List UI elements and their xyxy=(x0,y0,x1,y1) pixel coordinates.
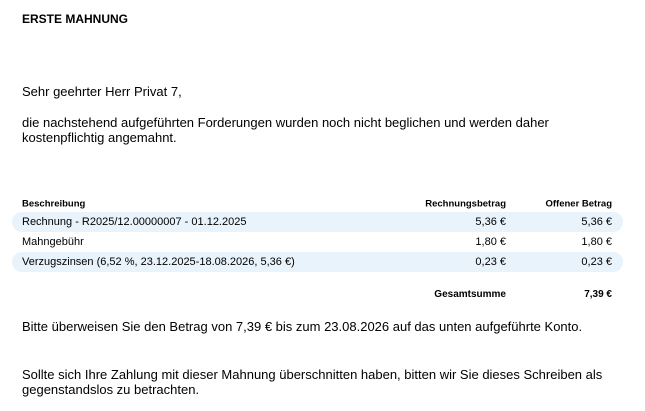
intro-paragraph: die nachstehend aufgeführten Forderungen wurden noch nicht beglichen und werden daher kostenpflichtig angemahnt. xyxy=(22,115,549,145)
table-row xyxy=(12,252,623,272)
table-header-row xyxy=(12,196,623,212)
row-description: Rechnung - R2025/12.00000007 - 01.12.2025 xyxy=(22,216,247,228)
payment-request-paragraph: Bitte überweisen Sie den Betrag von 7,39 € bis zum 23.08.2026 auf das unten aufgeführte Konto. xyxy=(22,319,583,334)
header-invoice-amount: Rechnungsbetrag xyxy=(425,198,506,210)
row-open-amount: 0,23 € xyxy=(581,256,612,268)
row-open-amount: 1,80 € xyxy=(581,236,612,248)
total-row xyxy=(12,289,623,305)
row-invoice-amount: 5,36 € xyxy=(475,216,506,228)
table-row xyxy=(12,212,623,232)
claims-table xyxy=(12,196,623,272)
total-label: Gesamtsumme xyxy=(434,289,506,300)
row-invoice-amount: 0,23 € xyxy=(475,256,506,268)
salutation: Sehr geehrter Herr Privat 7, xyxy=(22,84,182,99)
header-description: Beschreibung xyxy=(22,198,86,210)
closing-note-paragraph: Sollte sich Ihre Zahlung mit dieser Mahnung überschnitten haben, bitten wir Sie dieses Schreiben als gegenstandslos zu betrachten. xyxy=(22,367,603,397)
row-open-amount: 5,36 € xyxy=(581,216,612,228)
row-description: Verzugszinsen (6,52 %, 23.12.2025-18.08.2026, 5,36 €) xyxy=(22,256,295,268)
row-invoice-amount: 1,80 € xyxy=(475,236,506,248)
row-description: Mahngebühr xyxy=(22,236,84,248)
document-title: ERSTE MAHNUNG xyxy=(22,12,129,26)
header-open-amount: Offener Betrag xyxy=(545,198,612,210)
table-row xyxy=(12,232,623,252)
total-value: 7,39 € xyxy=(584,289,612,300)
